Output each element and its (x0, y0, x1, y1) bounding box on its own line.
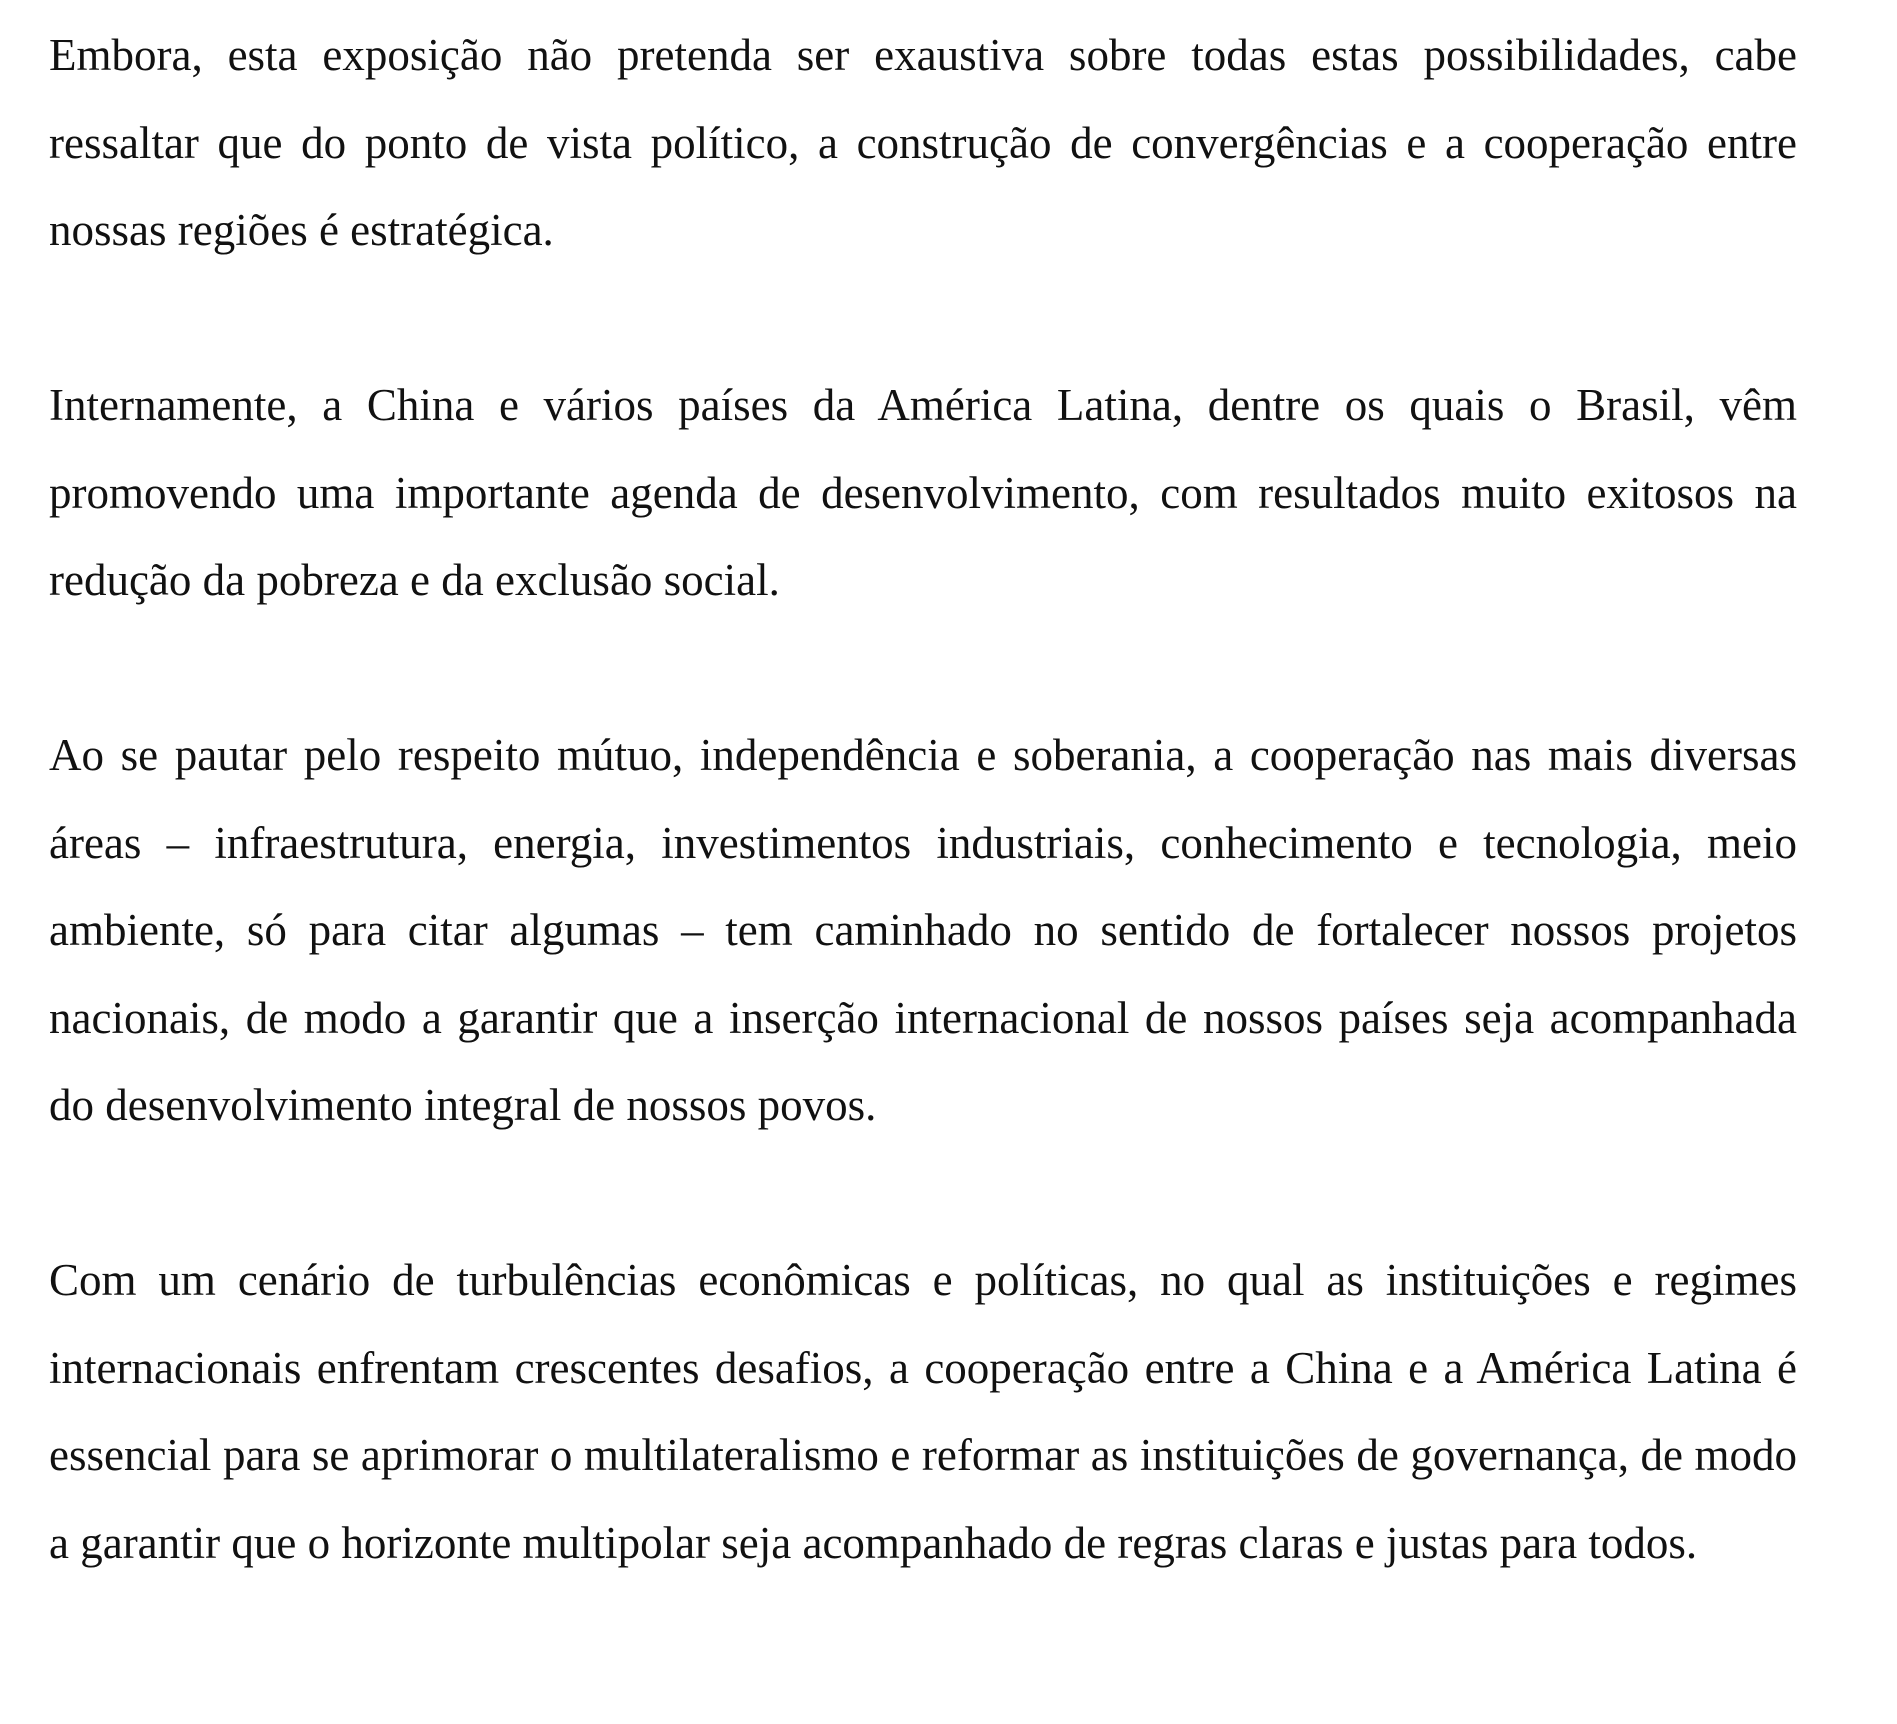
document-body (49, 12, 1797, 1587)
paragraph-3: Ao se pautar pelo respeito mútuo, independência e soberania, a cooperação nas mais diversas áreas – infraestrutura, energia, investimentos industriais, conhecimento e tecnologia, meio ambiente, só para citar algumas – tem caminhado no sentido de fortalecer nossos projetos nacionais, de modo a garantir que a inserção internacional de nossos países seja acompanhada do desenvolvimento integral de nossos povos. (49, 730, 1797, 1130)
paragraph-2: Internamente, a China e vários países da América Latina, dentre os quais o Brasil, vêm promovendo uma importante agenda de desenvolvimento, com resultados muito exitosos na redução da pobreza e da exclusão social. (49, 380, 1797, 605)
paragraph-4: Com um cenário de turbulências econômicas e políticas, no qual as instituições e regimes internacionais enfrentam crescentes desafios, a cooperação entre a China e a América Latina é essencial para se aprimorar o multilateralismo e reformar as instituições de governança, de modo a garantir que o horizonte multipolar seja acompanhado de regras claras e justas para todos. (49, 1255, 1797, 1568)
paragraph-1: Embora, esta exposição não pretenda ser exaustiva sobre todas estas possibilidades, cabe ressaltar que do ponto de vista político, a construção de convergências e a cooperação entre nossas regiões é estratégica. (49, 30, 1797, 255)
